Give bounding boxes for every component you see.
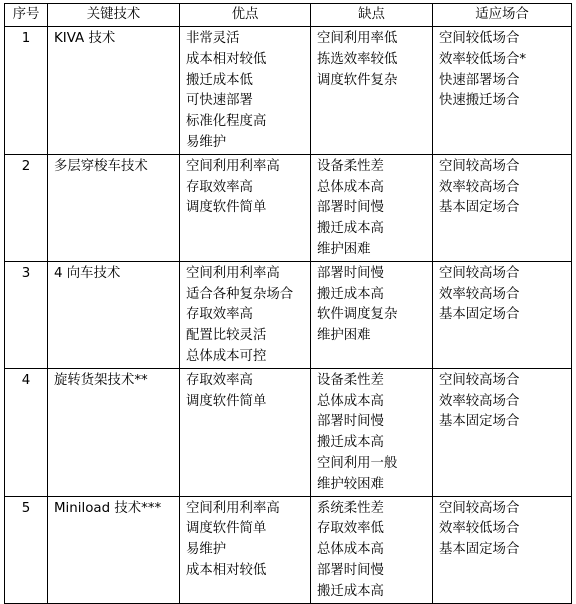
pros-item: 调度软件简单 (186, 200, 267, 216)
cons-item: 搬迁成本高 (317, 435, 384, 451)
cell-seq: 1 (5, 27, 48, 155)
cell-tech: 旋转货架技术** (48, 368, 180, 496)
scenes-item: 效率较高场合 (439, 286, 520, 302)
header-seq: 序号 (5, 4, 48, 27)
pros-item: 存取效率高 (186, 307, 253, 323)
cons-item: 维护困难 (317, 328, 371, 344)
scenes-item: 空间较高场合 (439, 372, 520, 388)
table-row (5, 154, 572, 261)
cons-item: 设备柔性差 (317, 158, 384, 174)
scenes-item: 空间较高场合 (439, 500, 520, 516)
cell-tech: Miniload 技术*** (48, 496, 180, 603)
cell-tech: 4 向车技术 (48, 261, 180, 368)
cell-tech: KIVA 技术 (48, 27, 180, 155)
cell-cons (311, 496, 433, 603)
cons-item: 设备柔性差 (317, 372, 384, 388)
cell-pros (180, 368, 311, 496)
cons-item: 搬迁成本高 (317, 583, 384, 599)
scenes-item: 快速部署场合 (439, 72, 520, 88)
cell-pros (180, 496, 311, 603)
cons-item: 拣选效率较低 (317, 51, 398, 67)
header-row (5, 4, 572, 27)
header-pros: 优点 (180, 4, 311, 27)
cons-item: 总体成本高 (317, 393, 384, 409)
cons-item: 系统柔性差 (317, 500, 384, 516)
pros-item: 空间利用利率高 (186, 158, 280, 174)
cell-cons (311, 27, 433, 155)
cons-item: 维护较困难 (317, 476, 384, 492)
cell-scenes (433, 496, 572, 603)
cons-item: 存取效率低 (317, 521, 384, 537)
cons-item: 搬迁成本高 (317, 221, 384, 237)
pros-item: 搬迁成本低 (186, 72, 253, 88)
cons-item: 空间利用一般 (317, 455, 398, 471)
scenes-item: 基本固定场合 (439, 307, 520, 323)
cell-seq: 2 (5, 154, 48, 261)
cons-item: 维护困难 (317, 241, 371, 257)
cons-item: 部署时间慢 (317, 265, 384, 281)
scenes-item: 快速搬迁场合 (439, 93, 520, 109)
pros-item: 调度软件简单 (186, 521, 267, 537)
scenes-item: 基本固定场合 (439, 414, 520, 430)
pros-item: 易维护 (186, 134, 227, 150)
scenes-item: 效率较低场合* (439, 51, 527, 67)
pros-item: 存取效率高 (186, 179, 253, 195)
cons-item: 搬迁成本高 (317, 286, 384, 302)
table-row (5, 368, 572, 496)
scenes-item: 基本固定场合 (439, 542, 520, 558)
cons-item: 调度软件复杂 (317, 72, 398, 88)
pros-item: 成本相对较低 (186, 51, 267, 67)
cons-item: 空间利用率低 (317, 31, 398, 46)
pros-item: 可快速部署 (186, 93, 253, 109)
cell-tech: 多层穿梭车技术 (48, 154, 180, 261)
table-row (5, 27, 572, 155)
scenes-item: 效率较低场合 (439, 521, 520, 537)
scenes-item: 空间较高场合 (439, 265, 520, 281)
pros-item: 成本相对较低 (186, 562, 267, 578)
cons-item: 总体成本高 (317, 542, 384, 558)
pros-item: 易维护 (186, 542, 227, 558)
scenes-item: 空间较低场合 (439, 31, 520, 46)
cell-cons (311, 154, 433, 261)
pros-item: 空间利用利率高 (186, 265, 280, 281)
pros-item: 存取效率高 (186, 372, 253, 388)
cons-item: 总体成本高 (317, 179, 384, 195)
comparison-table (4, 3, 572, 604)
pros-item: 总体成本可控 (186, 348, 267, 364)
cell-pros (180, 27, 311, 155)
cell-scenes (433, 261, 572, 368)
cons-item: 部署时间慢 (317, 414, 384, 430)
cell-cons (311, 368, 433, 496)
header-scenes: 适应场合 (433, 4, 572, 27)
cell-seq: 5 (5, 496, 48, 603)
table-row (5, 261, 572, 368)
table-row (5, 496, 572, 603)
header-tech: 关键技术 (48, 4, 180, 27)
scenes-item: 空间较高场合 (439, 158, 520, 174)
pros-item: 配置比较灵活 (186, 328, 267, 344)
cell-scenes (433, 27, 572, 155)
cell-pros (180, 261, 311, 368)
pros-item: 非常灵活 (186, 31, 240, 46)
header-cons: 缺点 (311, 4, 433, 27)
scenes-item: 效率较高场合 (439, 393, 520, 409)
cell-scenes (433, 368, 572, 496)
cons-item: 软件调度复杂 (317, 307, 398, 323)
pros-item: 空间利用利率高 (186, 500, 280, 516)
scenes-item: 效率较高场合 (439, 179, 520, 195)
pros-item: 适合各种复杂场合 (186, 286, 294, 302)
cell-pros (180, 154, 311, 261)
cons-item: 部署时间慢 (317, 200, 384, 216)
cell-seq: 3 (5, 261, 48, 368)
pros-item: 标准化程度高 (186, 114, 267, 130)
cell-seq: 4 (5, 368, 48, 496)
cons-item: 部署时间慢 (317, 562, 384, 578)
cell-scenes (433, 154, 572, 261)
scenes-item: 基本固定场合 (439, 200, 520, 216)
cell-cons (311, 261, 433, 368)
pros-item: 调度软件简单 (186, 393, 267, 409)
